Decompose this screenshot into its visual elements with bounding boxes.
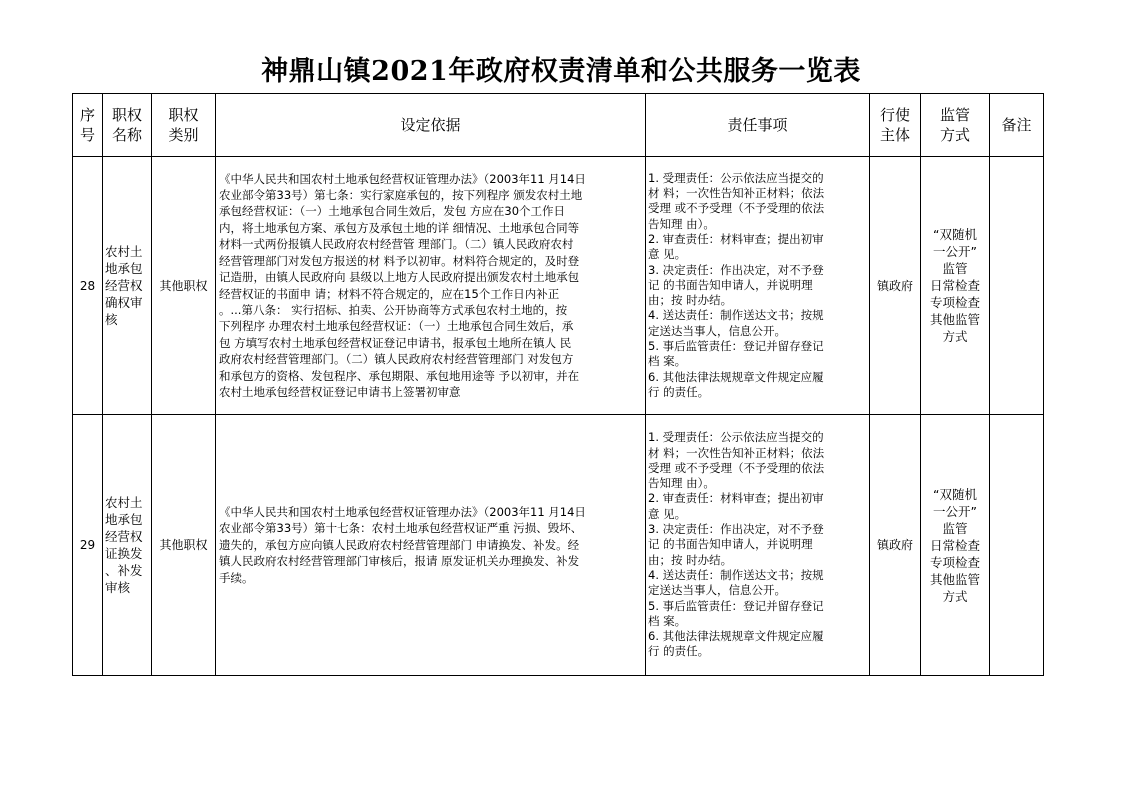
- resp-line: 行 的责任。: [648, 384, 710, 399]
- basis-line: 和承包方的资格、发包程序、承包期限、承包地用途等 予以初审，并在: [219, 368, 580, 383]
- cell-seq: 28: [73, 157, 103, 415]
- resp-line: 意 见。: [648, 506, 687, 521]
- basis-line: 承包经营权证：（一）土地承包合同生效后，发包 方应在30个工作日: [219, 204, 566, 219]
- resp-line: 4. 送达责任：制作送达文书；按规: [648, 308, 824, 323]
- supervision-line: 监管: [942, 261, 968, 276]
- cell-name-line: 地承包: [105, 512, 143, 527]
- basis-line: 记造册，由镇人民政府向 县级以上地方人民政府提出颁发农村土地承包: [219, 270, 580, 285]
- basis-line: 《中华人民共和国农村土地承包经营权证管理办法》（2003年11 月14日: [219, 504, 586, 519]
- supervision-line: 方式: [942, 329, 968, 344]
- header-seq-line: 序: [79, 106, 95, 124]
- cell-name-line: 地承包: [105, 261, 143, 276]
- resp-line: 由；按 时办结。: [648, 552, 733, 567]
- cell-name-line: 经营权: [105, 529, 143, 544]
- resp-line: 2. 审查责任：材料审查；提出初审: [648, 231, 824, 246]
- resp-line: 告知理 由）。: [648, 216, 715, 231]
- resp-line: 4. 送达责任：制作送达文书；按规: [648, 567, 824, 582]
- header-row: [73, 94, 1044, 157]
- header-responsibility: 责任事项: [646, 94, 870, 157]
- basis-line: 。...第八条： 实行招标、拍卖、公开协商等方式承包农村土地的，按: [219, 302, 568, 317]
- cell-seq: 29: [73, 415, 103, 676]
- cell-responsibility: [646, 157, 870, 415]
- header-name-line: 职权: [111, 106, 142, 124]
- supervision-line: “双随机: [933, 227, 977, 242]
- basis-line: 农业部令第33号）第七条：实行家庭承包的，按下列程序 颁发农村土地: [219, 188, 583, 203]
- resp-line: 5. 事后监管责任：登记并留存登记: [648, 339, 824, 354]
- header-name: [103, 94, 152, 157]
- resp-line: 1. 受理责任：公示依法应当提交的: [648, 430, 824, 445]
- supervision-line: 日常检查: [929, 278, 980, 293]
- header-name-line: 名称: [111, 126, 142, 144]
- header-supervision-line: 监管: [939, 106, 970, 124]
- basis-line: 遗失的，承包方应向镇人民政府农村经营管理部门 申请换发、补发。经: [219, 537, 580, 552]
- basis-line: 经营权证的书面申 请；材料不符合规定的，应在15个工作日内补正: [219, 286, 560, 301]
- basis-line: 《中华人民共和国农村土地承包经营权证管理办法》（2003年11 月14日: [219, 171, 586, 186]
- basis-line: 手续。: [219, 570, 254, 585]
- header-subject-line: 行使: [879, 106, 910, 124]
- supervision-line: 其他监管: [929, 571, 980, 587]
- cell-name-line: 经营权: [105, 278, 143, 293]
- header-basis: 设定依据: [216, 94, 646, 157]
- supervision-line: “双随机: [933, 486, 977, 502]
- resp-line: 行 的责任。: [648, 644, 710, 659]
- cell-supervision: [921, 415, 990, 676]
- resp-line: 材 料；一次性告知补正材料；依法: [648, 186, 825, 201]
- resp-line: 由；按 时办结。: [648, 293, 733, 308]
- basis-line: 材料一式两份报镇人民政府农村经营管 理部门。（二）镇人民政府农村: [219, 237, 574, 252]
- header-remark: 备注: [990, 94, 1044, 157]
- resp-line: 告知理 由）。: [648, 476, 715, 491]
- page-title: 神鼎山镇2021年政府权责清单和公共服务一览表: [261, 56, 861, 87]
- cell-name: [103, 415, 152, 676]
- supervision-line: 一公开”: [933, 244, 977, 259]
- header-category-line: 职权: [168, 106, 199, 124]
- cell-supervision: [921, 157, 990, 415]
- resp-line: 定送达当事人，信息公开。: [648, 583, 786, 598]
- header-seq-line: 号: [79, 126, 95, 144]
- header-subject-line: 主体: [879, 126, 910, 144]
- resp-line: 意 见。: [648, 247, 687, 262]
- cell-name-line: 确权审: [105, 295, 143, 310]
- cell-basis: [216, 415, 646, 676]
- cell-basis: [216, 157, 646, 415]
- cell-remark: [990, 157, 1044, 415]
- resp-line: 定送达当事人，信息公开。: [648, 323, 786, 338]
- cell-name-line: 证换发: [105, 546, 143, 561]
- supervision-line: 其他监管: [929, 312, 980, 327]
- resp-line: 档 案。: [648, 354, 687, 369]
- basis-line: 农村土地承包经营权证登记申请书上签署初审意: [219, 384, 461, 399]
- resp-line: 3. 决定责任：作出决定，对不予登: [648, 262, 824, 277]
- cell-name-line: 核: [105, 312, 118, 327]
- resp-line: 1. 受理责任：公示依法应当提交的: [648, 170, 824, 185]
- supervision-line: 专项检查: [929, 554, 980, 570]
- header-supervision-line: 方式: [939, 126, 970, 144]
- basis-line: 农业部令第33号）第十七条：农村土地承包经营权证严重 污损、毁坏、: [219, 521, 583, 536]
- cell-category: 其他职权: [152, 415, 216, 676]
- basis-line: 内，将土地承包方案、承包方及承包土地的详 细情况、土地承包合同等: [219, 220, 580, 235]
- cell-name-line: 农村土: [105, 244, 143, 259]
- header-category-line: 类别: [168, 126, 199, 144]
- rights-responsibility-table: [72, 93, 1044, 676]
- cell-responsibility: [646, 415, 870, 676]
- basis-line: 下列程序 办理农村土地承包经营权证：（一）土地承包合同生效后，承: [219, 319, 574, 334]
- cell-name-line: 审核: [105, 580, 131, 595]
- supervision-line: 日常检查: [929, 537, 980, 553]
- supervision-line: 方式: [942, 588, 968, 604]
- resp-line: 5. 事后监管责任：登记并留存登记: [648, 598, 824, 613]
- supervision-line: 一公开”: [933, 503, 977, 519]
- basis-line: 镇人民政府农村经营管理部门审核后，报请 原发证机关办理换发、补发: [219, 554, 580, 569]
- cell-remark: [990, 415, 1044, 676]
- supervision-line: 监管: [942, 520, 968, 536]
- resp-line: 受理 或不予受理（不予受理的依法: [648, 460, 825, 475]
- cell-category: 其他职权: [152, 157, 216, 415]
- header-subject: [870, 94, 921, 157]
- header-category: [152, 94, 216, 157]
- basis-line: 政府农村经营管理部门。（二）镇人民政府农村经营管理部门 对发包方: [219, 352, 574, 367]
- header-supervision: [921, 94, 990, 157]
- resp-line: 3. 决定责任：作出决定，对不予登: [648, 522, 824, 537]
- basis-line: 包 方填写农村土地承包经营权证登记申请书，报承包土地所在镇人 民: [219, 335, 572, 350]
- cell-subject: 镇政府: [870, 157, 921, 415]
- table-row: [73, 415, 1044, 676]
- resp-line: 记 的书面告知申请人，并说明理: [648, 537, 813, 552]
- header-seq: [73, 94, 103, 157]
- table-row: [73, 157, 1044, 415]
- resp-line: 记 的书面告知申请人，并说明理: [648, 277, 813, 292]
- resp-line: 6. 其他法律法规规章文件规定应履: [648, 369, 824, 384]
- cell-subject: 镇政府: [870, 415, 921, 676]
- supervision-line: 专项检查: [929, 295, 980, 310]
- cell-name-line: 、补发: [105, 563, 143, 578]
- resp-line: 档 案。: [648, 613, 687, 628]
- resp-line: 6. 其他法律法规规章文件规定应履: [648, 629, 824, 644]
- basis-line: 经营管理部门对发包方报送的材 料予以初审。材料符合规定的，及时登: [219, 253, 580, 268]
- resp-line: 2. 审查责任：材料审查；提出初审: [648, 491, 824, 506]
- resp-line: 材 料；一次性告知补正材料；依法: [648, 445, 825, 460]
- cell-name: [103, 157, 152, 415]
- cell-name-line: 农村土: [105, 495, 143, 510]
- resp-line: 受理 或不予受理（不予受理的依法: [648, 201, 825, 216]
